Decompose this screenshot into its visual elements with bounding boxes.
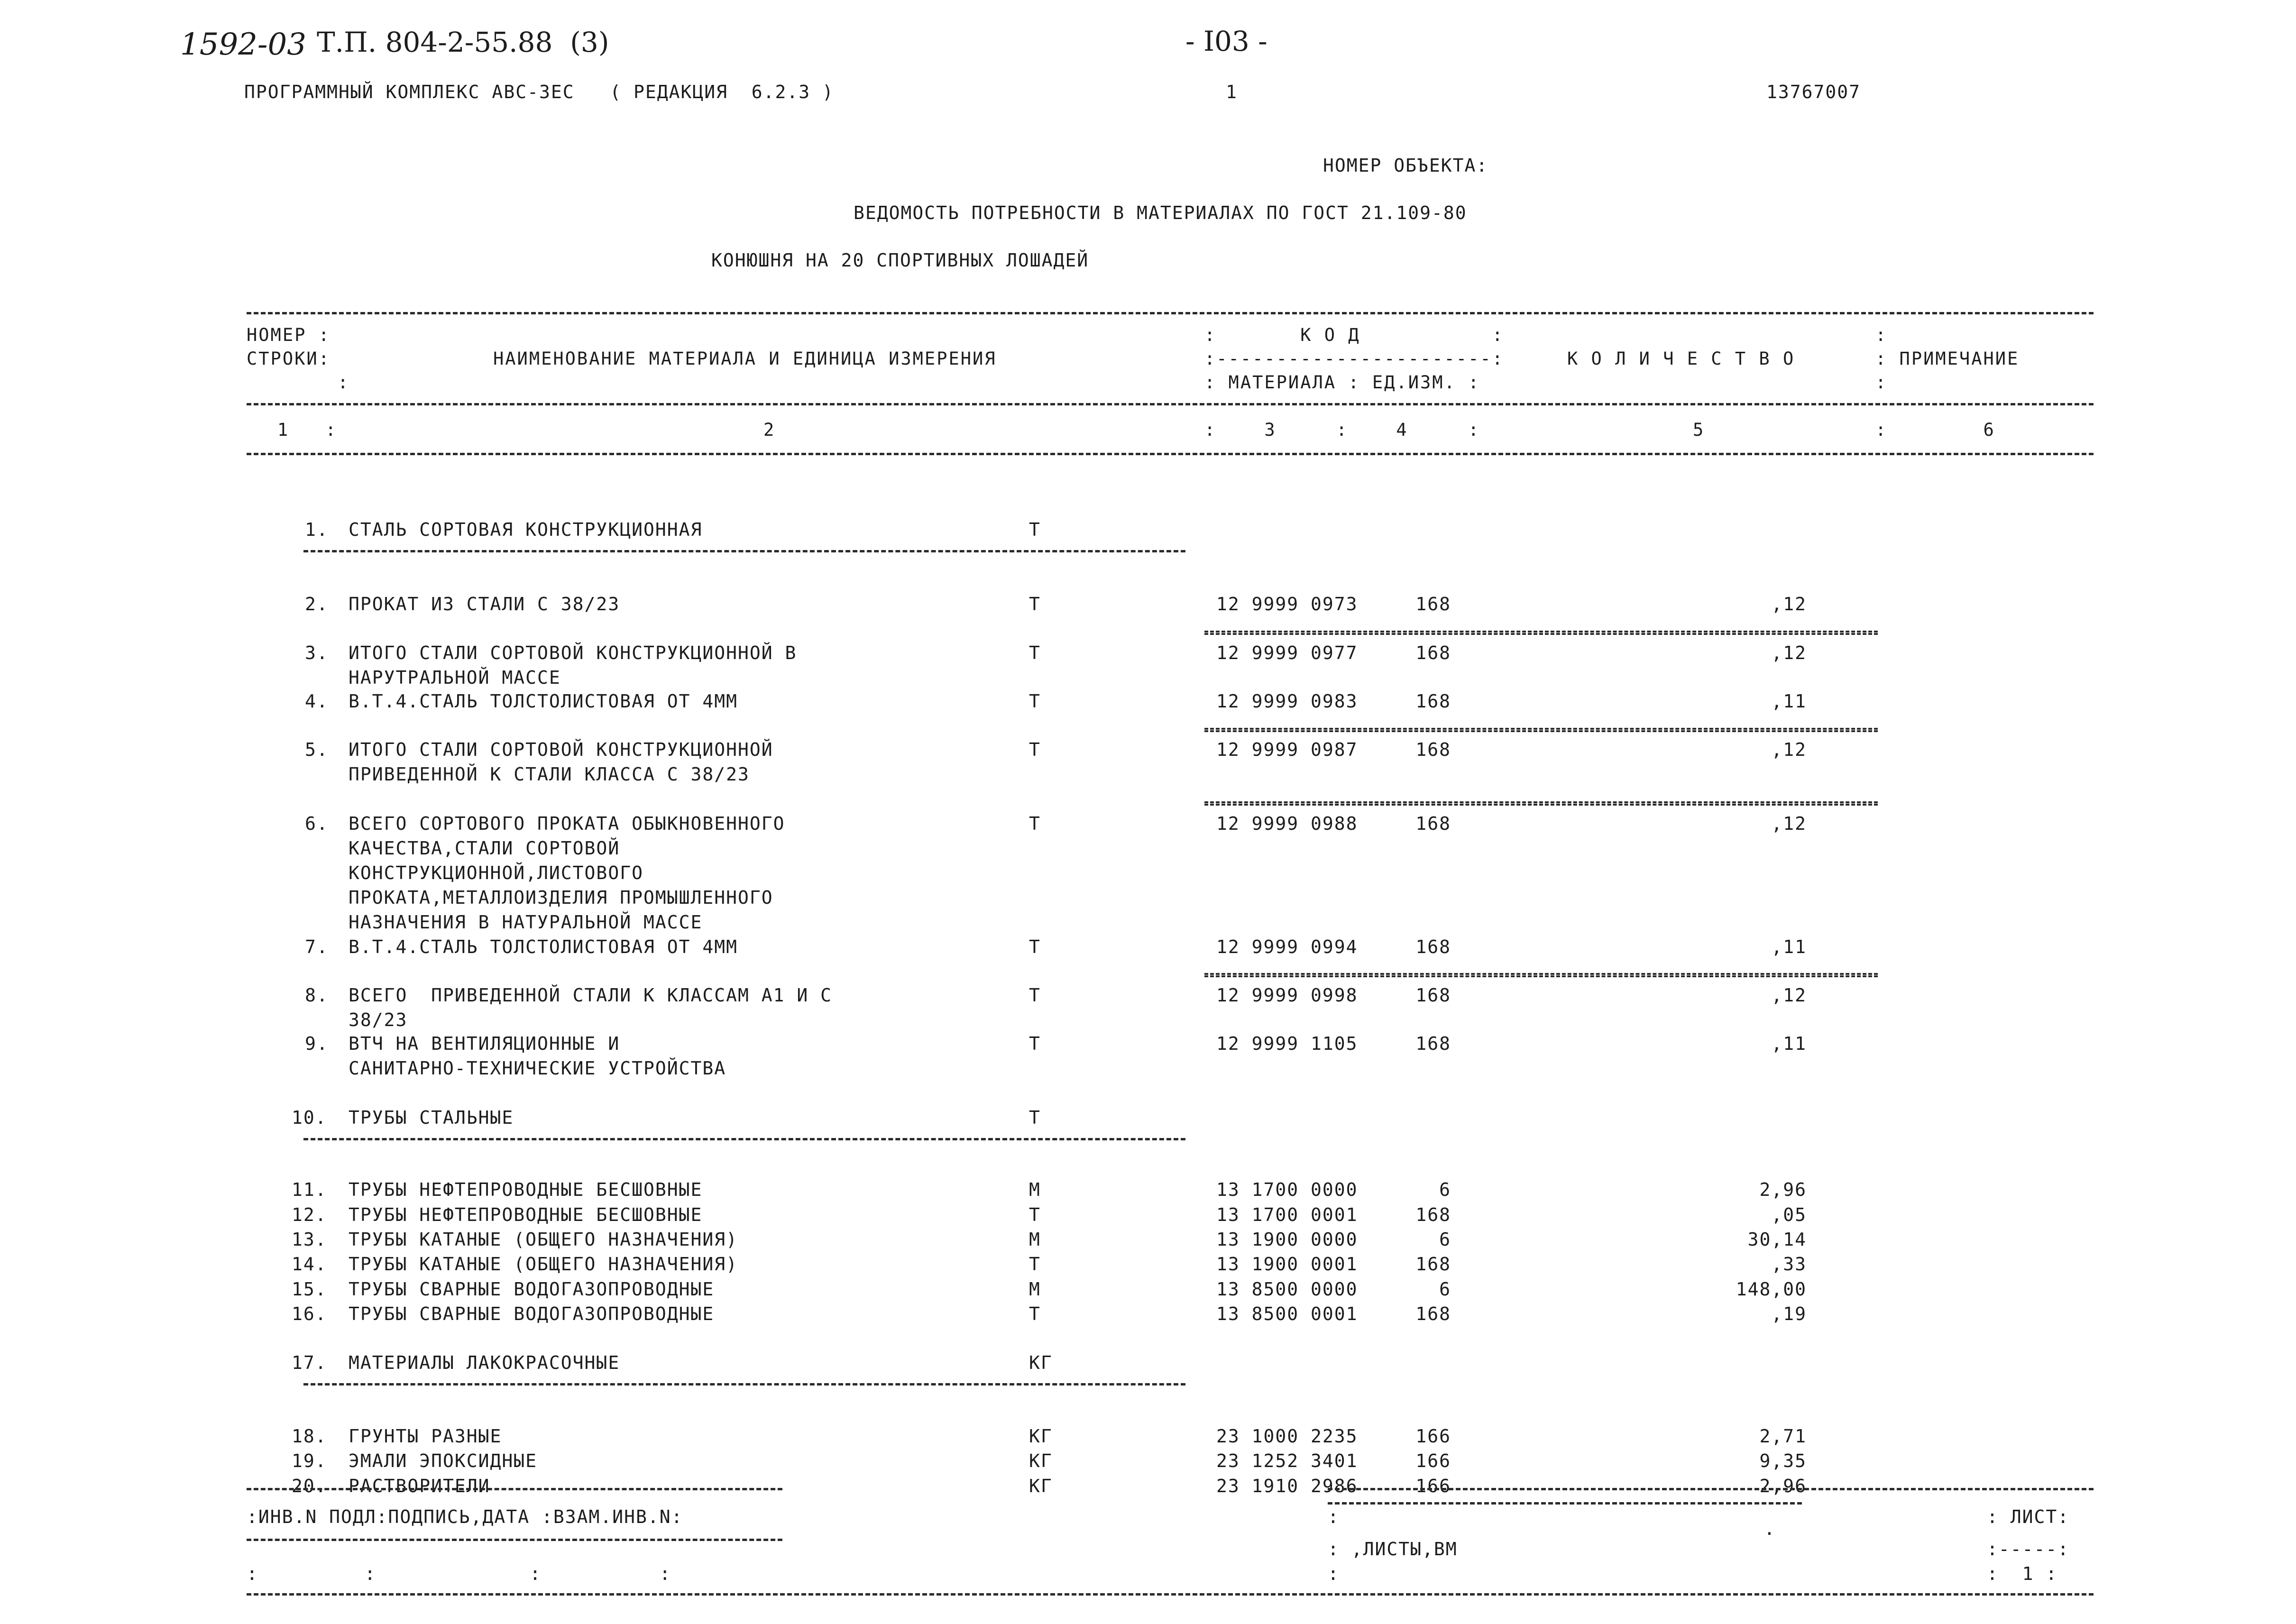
- row-material-name: ПРИВЕДЕННОЙ К СТАЛИ КЛАССА С 38/23: [349, 764, 750, 785]
- row-material-name: ИТОГО СТАЛИ СОРТОВОЙ КОНСТРУКЦИОННОЙ В: [349, 642, 797, 663]
- row-unit-code: 168: [1415, 1033, 1451, 1054]
- row-number: 16.: [292, 1303, 327, 1324]
- row-quantity: 148,00: [1736, 1279, 1807, 1300]
- row-unit-code: 166: [1415, 1476, 1451, 1496]
- stamp-labels: :ИНВ.N ПОДЛ:ПОДПИСЬ,ДАТА :ВЗАМ.ИНВ.N:: [247, 1506, 683, 1527]
- row-unit: КГ: [1029, 1426, 1053, 1447]
- header-rule: [247, 403, 2094, 405]
- quantity-end-rule: [1328, 1502, 1802, 1505]
- row-material-name: НАРУТРАЛЬНОЙ МАССЕ: [349, 667, 561, 688]
- row-unit: Т: [1029, 813, 1041, 834]
- row-number: 14.: [292, 1254, 327, 1275]
- row-material-name: КАЧЕСТВА,СТАЛИ СОРТОВОЙ: [349, 838, 620, 859]
- row-material-name: ГРУНТЫ РАЗНЫЕ: [349, 1426, 502, 1447]
- row-quantity: ,12: [1771, 594, 1807, 615]
- row-unit: Т: [1029, 594, 1041, 615]
- row-unit: Т: [1029, 642, 1041, 663]
- row-quantity: ,12: [1771, 642, 1807, 663]
- row-material-code: 12 9999 0994: [1216, 936, 1358, 957]
- row-number: 10.: [292, 1107, 327, 1128]
- row-unit: Т: [1029, 1204, 1041, 1225]
- col-code-line2: :-----------------------:: [1204, 349, 1504, 369]
- row-material-name: ТРУБЫ КАТАНЫЕ (ОБЩЕГО НАЗНАЧЕНИЯ): [349, 1254, 738, 1275]
- row-unit-code: 168: [1415, 594, 1451, 615]
- total-double-rule: [1204, 728, 1878, 732]
- group-underline: [303, 1383, 1185, 1385]
- row-number: 13.: [292, 1229, 327, 1250]
- group-underline: [303, 1138, 1185, 1140]
- col-index-2: 2: [763, 420, 776, 440]
- row-material-code: 23 1000 2235: [1216, 1426, 1358, 1447]
- row-material-code: 13 1900 0001: [1216, 1254, 1358, 1275]
- col-row-no-line1: НОМЕР :: [247, 325, 331, 345]
- row-material-name: ТРУБЫ КАТАНЫЕ (ОБЩЕГО НАЗНАЧЕНИЯ): [349, 1229, 738, 1250]
- col-row-no-line2: СТРОКИ:: [247, 349, 331, 369]
- sheets-colon-bottom: :: [1328, 1563, 1340, 1584]
- row-material-name: ИТОГО СТАЛИ СОРТОВОЙ КОНСТРУКЦИОННОЙ: [349, 739, 773, 760]
- row-unit: Т: [1029, 1303, 1041, 1324]
- row-number: 17.: [292, 1352, 327, 1373]
- row-number: 2.: [305, 594, 329, 615]
- row-material-name: В.Т.4.СТАЛЬ ТОЛСТОЛИСТОВАЯ ОТ 4ММ: [349, 691, 738, 712]
- group-underline: [303, 550, 1185, 552]
- row-quantity: ,12: [1771, 985, 1807, 1006]
- row-material-name: ТРУБЫ НЕФТЕПРОВОДНЫЕ БЕСШОВНЫЕ: [349, 1204, 703, 1225]
- stamp-mid-rule: [247, 1539, 782, 1541]
- row-number: 1.: [305, 519, 329, 540]
- page-subtitle: КОНЮШНЯ НА 20 СПОРТИВНЫХ ЛОШАДЕЙ: [711, 250, 1089, 271]
- total-double-rule: [1204, 973, 1878, 977]
- stamp-cells: : : : :: [247, 1563, 671, 1584]
- row-material-name: ПРОКАТ ИЗ СТАЛИ С 38/23: [349, 594, 620, 615]
- row-material-name: ВТЧ НА ВЕНТИЛЯЦИОННЫЕ И: [349, 1033, 620, 1054]
- row-number: 7.: [305, 936, 329, 957]
- row-material-code: 12 9999 1105: [1216, 1033, 1358, 1054]
- row-unit: Т: [1029, 1107, 1041, 1128]
- col-note-line3: :: [1875, 372, 1888, 393]
- row-material-name: ВСЕГО ПРИВЕДЕННОЙ СТАЛИ К КЛАССАМ А1 И С: [349, 985, 832, 1006]
- row-material-code: 12 9999 0998: [1216, 985, 1358, 1006]
- row-unit-code: 168: [1415, 1204, 1451, 1225]
- table-top-rule: [247, 312, 2094, 314]
- row-material-code: 12 9999 0973: [1216, 594, 1358, 615]
- row-quantity: 30,14: [1747, 1229, 1807, 1250]
- row-number: 6.: [305, 813, 329, 834]
- page-number: - I03 -: [1185, 25, 1267, 57]
- row-quantity: 2,71: [1759, 1426, 1807, 1447]
- row-unit-code: 166: [1415, 1426, 1451, 1447]
- row-unit: КГ: [1029, 1352, 1053, 1373]
- row-unit: Т: [1029, 985, 1041, 1006]
- row-unit-code: 6: [1439, 1229, 1451, 1250]
- row-unit-code: 168: [1415, 936, 1451, 957]
- row-quantity: ,11: [1771, 936, 1807, 957]
- row-material-name: ВСЕГО СОРТОВОГО ПРОКАТА ОБЫКНОВЕННОГО: [349, 813, 785, 834]
- row-number: 19.: [292, 1450, 327, 1471]
- row-quantity: ,19: [1771, 1303, 1807, 1324]
- row-material-name: МАТЕРИАЛЫ ЛАКОКРАСОЧНЫЕ: [349, 1352, 620, 1373]
- row-unit-code: 168: [1415, 691, 1451, 712]
- row-material-name: 38/23: [349, 1009, 408, 1030]
- col-index-3-4: : 3 : 4 :: [1204, 420, 1480, 440]
- header-bottom-rule: [247, 453, 2094, 455]
- row-quantity: ,12: [1771, 739, 1807, 760]
- row-unit: Т: [1029, 1033, 1041, 1054]
- row-material-code: 23 1910 2986: [1216, 1476, 1358, 1496]
- row-number: 15.: [292, 1279, 327, 1300]
- row-number: 4.: [305, 691, 329, 712]
- row-material-code: 12 9999 0983: [1216, 691, 1358, 712]
- row-material-code: 12 9999 0987: [1216, 739, 1358, 760]
- row-material-code: 12 9999 0977: [1216, 642, 1358, 663]
- col-index-5: 5: [1693, 420, 1705, 440]
- sheets-label: : ,ЛИСТЫ,ВМ: [1328, 1539, 1458, 1560]
- stamp-top-rule: [247, 1488, 782, 1490]
- row-material-name: РАСТВОРИТЕЛИ: [349, 1476, 490, 1496]
- col-note-line1: :: [1875, 325, 1888, 345]
- col-code-line1: : К О Д :: [1204, 325, 1504, 345]
- row-material-name: ПРОКАТА,МЕТАЛЛОИЗДЕЛИЯ ПРОМЫШЛЕННОГО: [349, 887, 773, 908]
- total-double-rule: [1204, 801, 1878, 806]
- sheet-number: : 1 :: [1987, 1563, 2058, 1584]
- row-number: 8.: [305, 985, 329, 1006]
- object-number-label: НОМЕР ОБЪЕКТА:: [1323, 155, 1488, 176]
- row-unit-code: 6: [1439, 1179, 1451, 1200]
- row-unit-code: 168: [1415, 1254, 1451, 1275]
- row-material-name: КОНСТРУКЦИОННОЙ,ЛИСТОВОГО: [349, 862, 643, 883]
- row-unit: М: [1029, 1179, 1041, 1200]
- row-material-code: 13 1900 0000: [1216, 1229, 1358, 1250]
- row-material-name: НАЗНАЧЕНИЯ В НАТУРАЛЬНОЙ МАССЕ: [349, 912, 703, 933]
- row-unit: Т: [1029, 936, 1041, 957]
- row-quantity: ,11: [1771, 1033, 1807, 1054]
- row-number: 9.: [305, 1033, 329, 1054]
- sheets-top-rule: [1328, 1488, 2094, 1490]
- row-material-name: ЭМАЛИ ЭПОКСИДНЫЕ: [349, 1450, 538, 1471]
- row-unit: КГ: [1029, 1450, 1053, 1471]
- row-material-name: ТРУБЫ СТАЛЬНЫЕ: [349, 1107, 514, 1128]
- row-unit-code: 6: [1439, 1279, 1451, 1300]
- row-unit-code: 168: [1415, 813, 1451, 834]
- row-material-name: СТАЛЬ СОРТОВАЯ КОНСТРУКЦИОННАЯ: [349, 519, 703, 540]
- page-title: ВЕДОМОСТЬ ПОТРЕБНОСТИ В МАТЕРИАЛАХ ПО ГОСТ 21.109-80: [854, 202, 1467, 223]
- row-unit-code: 168: [1415, 985, 1451, 1006]
- row-material-name: В.Т.4.СТАЛЬ ТОЛСТОЛИСТОВАЯ ОТ 4ММ: [349, 936, 738, 957]
- row-quantity: 9,35: [1759, 1450, 1807, 1471]
- row-material-code: 23 1252 3401: [1216, 1450, 1358, 1471]
- total-double-rule: [1204, 631, 1878, 635]
- row-unit: Т: [1029, 1254, 1041, 1275]
- row-number: 20.: [292, 1476, 327, 1496]
- row-quantity: ,05: [1771, 1204, 1807, 1225]
- row-quantity: ,12: [1771, 813, 1807, 834]
- row-unit: М: [1029, 1279, 1041, 1300]
- row-unit-code: 166: [1415, 1450, 1451, 1471]
- row-unit: М: [1029, 1229, 1041, 1250]
- col-index-6: : 6: [1875, 420, 1995, 440]
- row-quantity: ,11: [1771, 691, 1807, 712]
- sheets-colon: :: [1328, 1506, 1340, 1527]
- col-note-line2: : ПРИМЕЧАНИЕ: [1875, 349, 2020, 369]
- row-unit-code: 168: [1415, 739, 1451, 760]
- row-quantity: 2,96: [1759, 1476, 1807, 1496]
- row-unit: Т: [1029, 691, 1041, 712]
- row-quantity: ,33: [1771, 1254, 1807, 1275]
- col-row-no-line3: :: [338, 372, 350, 393]
- row-quantity: 2,96: [1759, 1179, 1807, 1200]
- row-material-name: САНИТАРНО-ТЕХНИЧЕСКИЕ УСТРОЙСТВА: [349, 1058, 726, 1079]
- col-index-1: 1 :: [277, 420, 338, 440]
- program-sheet-one: 1: [1226, 82, 1238, 102]
- row-number: 5.: [305, 739, 329, 760]
- row-unit: КГ: [1029, 1476, 1053, 1496]
- row-material-name: ТРУБЫ СВАРНЫЕ ВОДОГАЗОПРОВОДНЫЕ: [349, 1303, 715, 1324]
- row-material-name: ТРУБЫ СВАРНЫЕ ВОДОГАЗОПРОВОДНЫЕ: [349, 1279, 715, 1300]
- row-unit: Т: [1029, 519, 1041, 540]
- col-code-line3: : МАТЕРИАЛА : ЕД.ИЗМ. :: [1204, 372, 1480, 393]
- handwritten-archive-number: 1592-03: [180, 27, 306, 62]
- row-number: 3.: [305, 642, 329, 663]
- sheet-dash: :-----:: [1987, 1539, 2070, 1560]
- col-quantity: К О Л И Ч Е С Т В О: [1567, 349, 1795, 369]
- row-material-code: 13 8500 0001: [1216, 1303, 1358, 1324]
- row-unit: Т: [1029, 739, 1041, 760]
- row-material-code: 12 9999 0988: [1216, 813, 1358, 834]
- sheets-dot: .: [1764, 1518, 1776, 1539]
- row-number: 18.: [292, 1426, 327, 1447]
- program-name: ПРОГРАММНЫЙ КОМПЛЕКС АВС-3ЕС ( РЕДАКЦИЯ 6.2.3 ): [244, 82, 834, 102]
- row-number: 12.: [292, 1204, 327, 1225]
- sheet-label: : ЛИСТ:: [1987, 1506, 2070, 1527]
- row-material-code: 13 1700 0001: [1216, 1204, 1358, 1225]
- row-unit-code: 168: [1415, 1303, 1451, 1324]
- row-number: 11.: [292, 1179, 327, 1200]
- row-material-code: 13 1700 0000: [1216, 1179, 1358, 1200]
- col-material-name: НАИМЕНОВАНИЕ МАТЕРИАЛА И ЕДИНИЦА ИЗМЕРЕНИЯ: [493, 349, 997, 369]
- page-bottom-rule: [247, 1593, 2094, 1596]
- row-unit-code: 168: [1415, 642, 1451, 663]
- row-material-name: ТРУБЫ НЕФТЕПРОВОДНЫЕ БЕСШОВНЫЕ: [349, 1179, 703, 1200]
- code-number: 13767007: [1766, 82, 1861, 102]
- row-material-code: 13 8500 0000: [1216, 1279, 1358, 1300]
- document-code: Т.П. 804-2-55.88 (3): [317, 26, 609, 58]
